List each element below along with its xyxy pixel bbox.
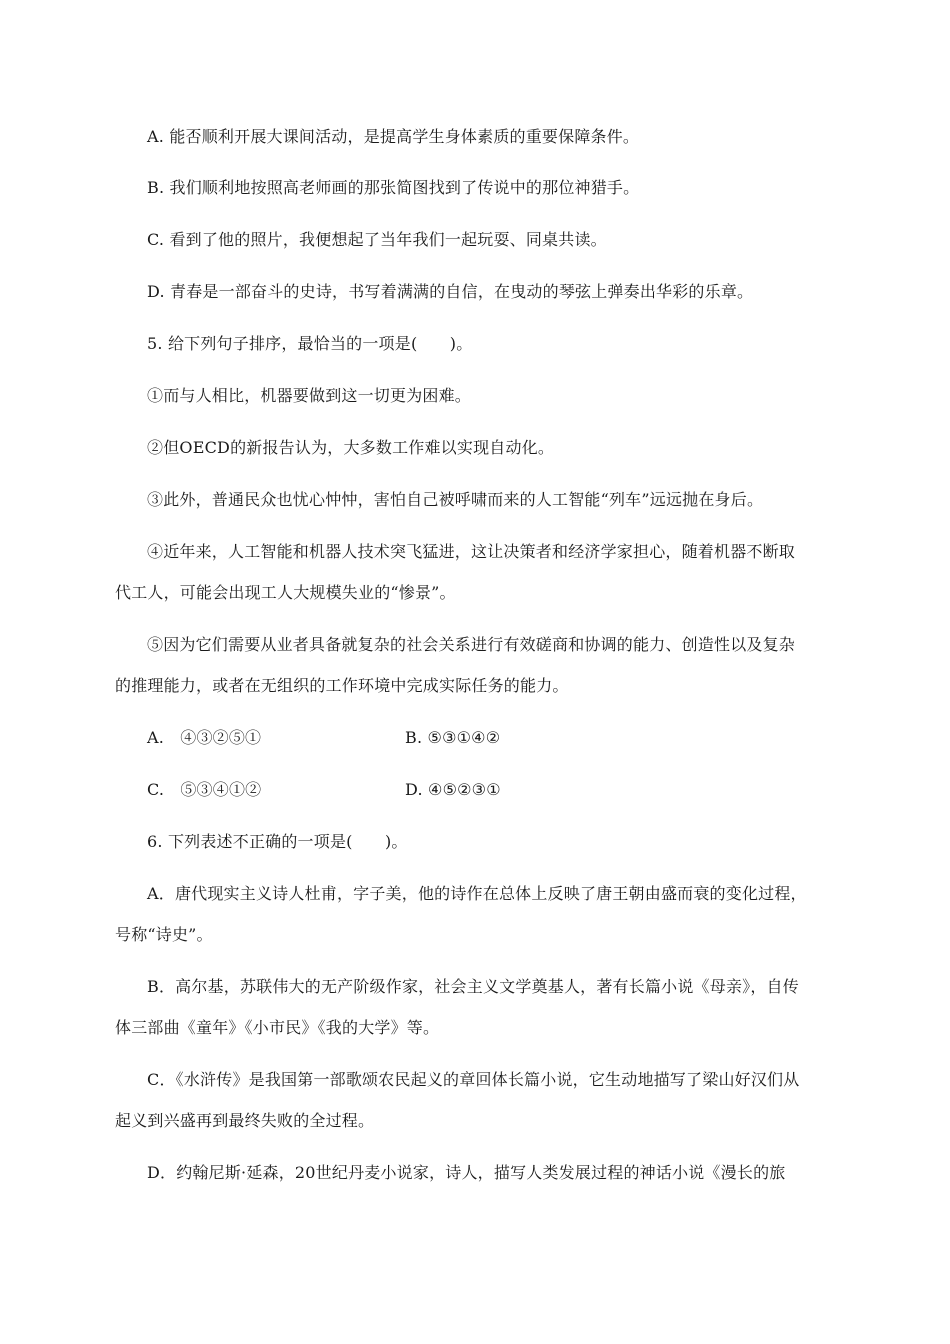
q5-sentence-4-line1: ④近年来，人工智能和机器人技术突飞猛进，这让决策者和经济学家担心，随着机器不断取 bbox=[147, 542, 796, 561]
q5-sentence-3: ③此外，普通民众也忧心忡忡，害怕自己被呼啸而来的人工智能“列车”远远抛在身后。 bbox=[147, 490, 764, 509]
q5-stem: 5. 给下列句子排序，最恰当的一项是( )。 bbox=[147, 334, 473, 353]
q5-option-d: D. ④⑤②③① bbox=[405, 780, 501, 799]
q4-option-c: C. 看到了他的照片，我便想起了当年我们一起玩耍、同桌共读。 bbox=[147, 230, 607, 249]
q6-option-d-line1: D．约翰尼斯·延森，20世纪丹麦小说家，诗人，描写人类发展过程的神话小说《漫长的旅 bbox=[147, 1163, 786, 1182]
q5-option-c: C. ⑤③④①② bbox=[147, 780, 262, 799]
q6-option-c-line2: 起义到兴盛再到最终失败的全过程。 bbox=[115, 1111, 375, 1130]
q4-option-b: B. 我们顺利地按照高老师画的那张简图找到了传说中的那位神猎手。 bbox=[147, 178, 640, 197]
q6-option-a-line1: A．唐代现实主义诗人杜甫，字子美，他的诗作在总体上反映了唐王朝由盛而衰的变化过程， bbox=[147, 884, 807, 903]
q6-option-a-line2: 号称“诗史”。 bbox=[115, 925, 213, 944]
q5-sentence-2: ②但OECD的新报告认为，大多数工作难以实现自动化。 bbox=[147, 438, 555, 457]
q5-sentence-5-line2: 的推理能力，或者在无组织的工作环境中完成实际任务的能力。 bbox=[115, 676, 569, 695]
q5-option-b: B. ⑤③①④② bbox=[405, 728, 501, 747]
q6-stem: 6. 下列表述不正确的一项是( )。 bbox=[147, 832, 408, 851]
q5-sentence-4-line2: 代工人，可能会出现工人大规模失业的“惨景”。 bbox=[115, 583, 456, 602]
q4-option-a: A. 能否顺利开展大课间活动，是提高学生身体素质的重要保障条件。 bbox=[147, 127, 640, 146]
q4-option-d: D. 青春是一部奋斗的史诗，书写着满满的自信，在曳动的琴弦上弹奏出华彩的乐章。 bbox=[147, 282, 754, 301]
q5-option-a: A. ④③②⑤① bbox=[147, 728, 262, 747]
q6-option-c-line1: C．《水浒传》是我国第一部歌颂农民起义的章回体长篇小说，它生动地描写了梁山好汉们从 bbox=[147, 1070, 800, 1089]
q6-option-b-line1: B．高尔基，苏联伟大的无产阶级作家，社会主义文学奠基人，著有长篇小说《母亲》，自传 bbox=[147, 977, 799, 996]
q6-option-b-line2: 体三部曲《童年》《小市民》《我的大学》等。 bbox=[115, 1018, 440, 1037]
q5-sentence-5-line1: ⑤因为它们需要从业者具备就复杂的社会关系进行有效磋商和协调的能力、创造性以及复杂 bbox=[147, 635, 796, 654]
q5-sentence-1: ①而与人相比，机器要做到这一切更为困难。 bbox=[147, 386, 472, 405]
